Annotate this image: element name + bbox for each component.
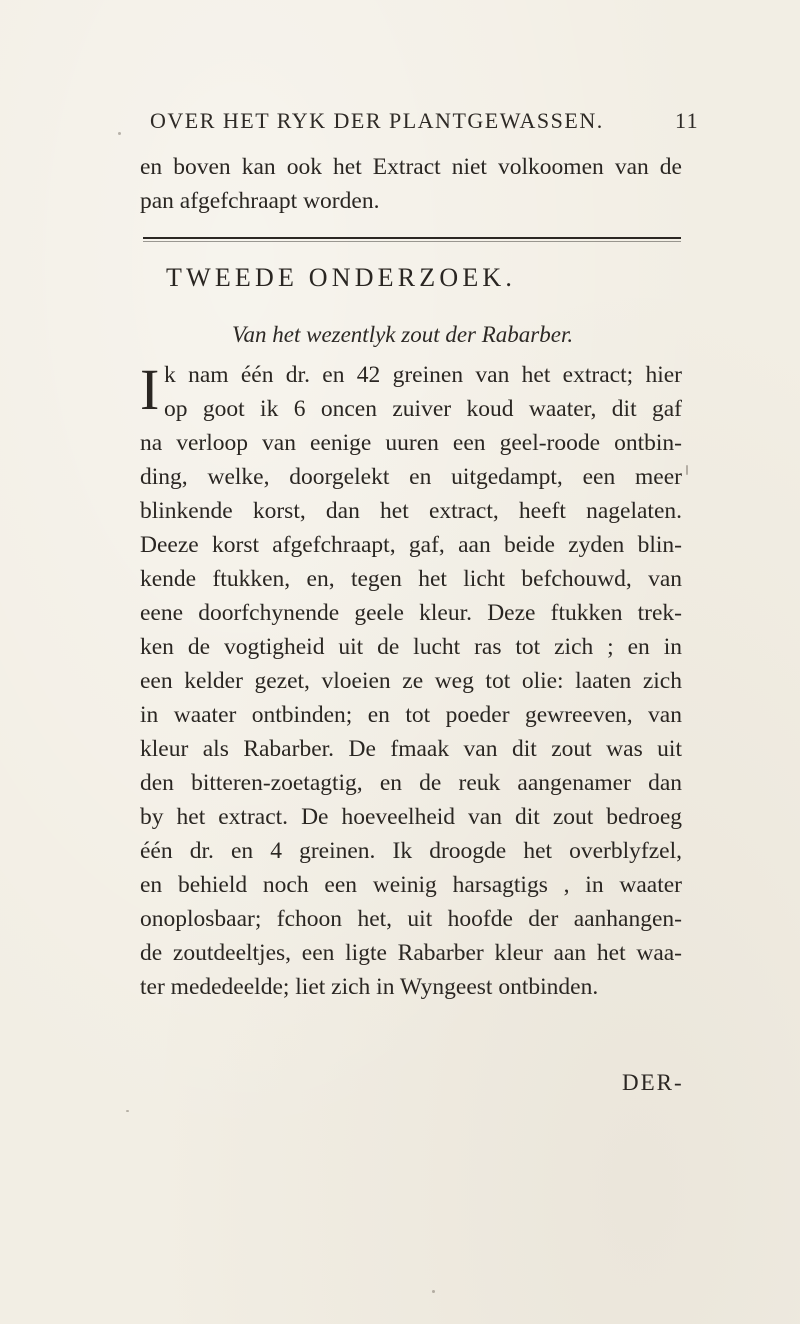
running-head-title: OVER HET RYK DER PLANTGEWASSEN. [150,108,604,133]
text-line: Deeze korst afgefchraapt, gaf, aan beide zyden blin- [140,532,682,558]
paper-speck [118,132,121,135]
text-line: kende ftukken, en, tegen het licht befchouwd, van [140,566,682,592]
text-line: na verloop van eenige uuren een geel-roode ontbin- [140,430,682,456]
intro-paragraph [140,150,682,218]
text-line: onoplosbaar; fchoon het, uit hoofde der aanhangen- [140,906,682,932]
running-head [150,108,700,134]
drop-cap: I [140,357,160,422]
page-number: 11 [675,108,700,133]
text-line: ding, welke, doorgelekt en uitgedampt, een meer [140,464,682,490]
section-divider-rule [143,237,681,239]
text-line: ken de vogtigheid uit de lucht ras tot zich ; en in [140,634,682,660]
text-line: op goot ik 6 oncen zuiver koud waater, dit gaf [164,396,682,422]
paper-speck [686,465,688,475]
section-subtitle: Van het wezentlyk zout der Rabarber. [232,322,574,347]
paper-speck [432,1290,435,1293]
text-line: een kelder gezet, vloeien ze weg tot olie: laaten zich [140,668,682,694]
text-line: k nam één dr. en 42 greinen van het extract; hier [164,362,682,388]
section-title: TWEEDE ONDERZOEK. [166,263,517,292]
text-line: de zoutdeeltjes, een ligte Rabarber kleur aan het waa- [140,940,682,966]
text-line: eene doorfchynende geele kleur. Deze ftukken trek- [140,600,682,626]
text-line: en boven kan ook het Extract niet volkoomen van de [140,154,682,180]
text-line: en behield noch een weinig harsagtigs , in waater [140,872,682,898]
text-line: ter mededeelde; liet zich in Wyngeest ontbinden. [140,974,599,1000]
text-line: by het extract. De hoeveelheid van dit zout bedroeg [140,804,682,830]
text-line: pan afgefchraapt worden. [140,188,380,214]
catchword: DER- [622,1070,684,1095]
text-line: in waater ontbinden; en tot poeder gewreeven, van [140,702,682,728]
body-paragraph [140,358,682,1004]
text-line: den bitteren-zoetagtig, en de reuk aangenamer dan [140,770,682,796]
text-line: blinkende korst, dan het extract, heeft nagelaten. [140,498,682,524]
text-line: kleur als Rabarber. De fmaak van dit zout was uit [140,736,682,762]
paper-speck [126,1110,129,1112]
text-line: één dr. en 4 greinen. Ik droogde het overblyfzel, [140,838,682,864]
